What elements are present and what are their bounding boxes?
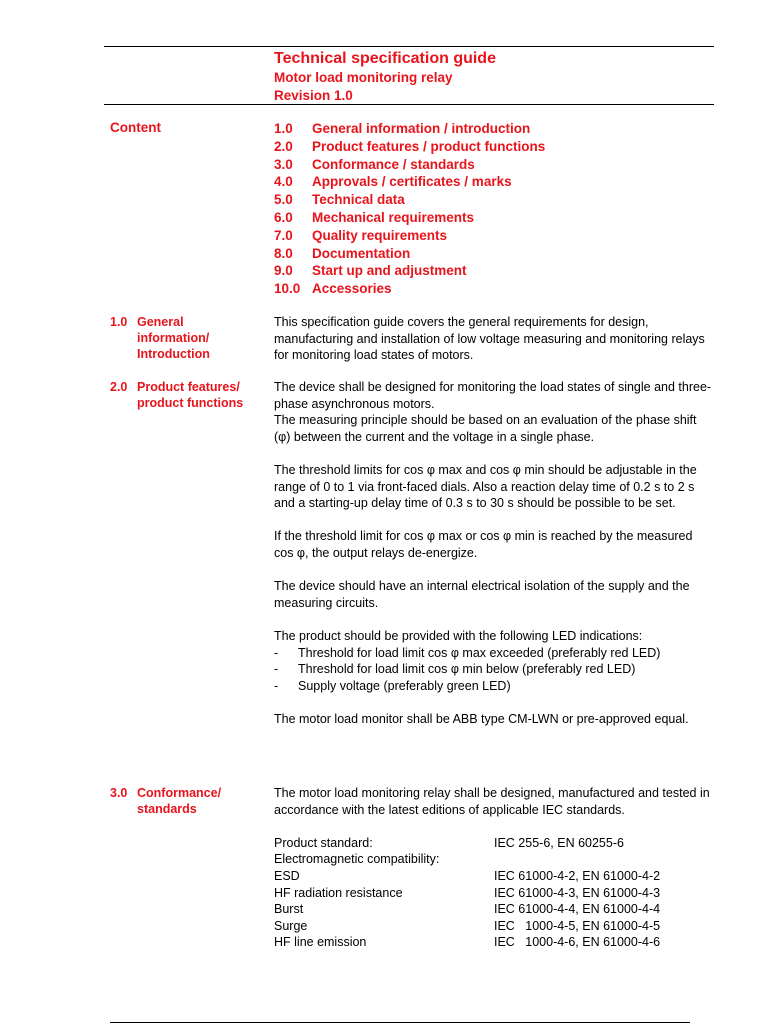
paragraph: The product should be provided with the following LED indications:: [274, 628, 643, 643]
toc-item: 4.0 Approvals / certificates / marks: [274, 174, 512, 190]
paragraph: The device shall be designed for monitoring the load states of single and three-phase asynchronous motors.: [274, 380, 712, 411]
toc-item: 3.0 Conformance / standards: [274, 156, 475, 172]
paragraph: If the threshold limit for cos φ max or cos φ min is reached by the measured cos φ, the output relays de-energize.: [274, 529, 693, 560]
led-indication-list: [274, 645, 714, 695]
toc-item: 10.0 Accessories: [274, 281, 392, 297]
toc-item: 2.0 Product features / product functions: [274, 138, 546, 154]
table-row: Surge IEC 1000-4-5, EN 61000-4-5: [274, 918, 661, 933]
paragraph: The device should have an internal electrical isolation of the supply and the measuring circuits.: [274, 579, 690, 610]
paragraph: This specification guide covers the general requirements for design, manufacturing and installation of low voltage measuring and monitoring relays for monitoring load states of motors.: [274, 315, 705, 363]
list-item: - Threshold for load limit cos φ min below (preferably red LED): [274, 661, 714, 678]
paragraph: The measuring principle should be based on an evaluation of the phase shift (φ) between the current and the voltage in a single phase.: [274, 413, 697, 444]
toc-item: 9.0 Start up and adjustment: [274, 263, 467, 279]
table-row: Electromagnetic compatibility:: [274, 852, 440, 867]
table-row: Burst IEC 61000-4-4, EN 61000-4-4: [274, 902, 661, 917]
paragraph: The motor load monitor shall be ABB type CM-LWN or pre-approved equal.: [274, 711, 689, 726]
document-subtitle: Motor load monitoring relay: [274, 70, 453, 85]
standards-table: [274, 835, 660, 951]
header-block: [274, 49, 496, 105]
toc-item: 1.0 General information / introduction: [274, 121, 531, 136]
list-item: - Threshold for load limit cos φ max exceeded (preferably red LED): [274, 645, 714, 662]
toc-heading: Content: [110, 120, 161, 135]
table-row: HF line emission IEC 1000-4-6, EN 61000-4-6: [274, 935, 661, 950]
table-row: ESD IEC 61000-4-2, EN 61000-4-2: [274, 868, 661, 883]
section-2-label: 2.0 Product features/ product functions: [110, 380, 244, 411]
toc-item: 6.0 Mechanical requirements: [274, 209, 475, 225]
toc-item: 7.0 Quality requirements: [274, 227, 448, 243]
footer-rule: [110, 1022, 690, 1023]
toc-item: 5.0 Technical data: [274, 192, 405, 208]
header-rule: [104, 104, 714, 105]
paragraph: The motor load monitoring relay shall be designed, manufactured and tested in accordance with the latest editions of applicable IEC standards.: [274, 786, 710, 817]
table-row: HF radiation resistance IEC 61000-4-3, EN 61000-4-3: [274, 885, 661, 900]
list-item: - Supply voltage (preferably green LED): [274, 678, 714, 695]
table-of-contents: [274, 120, 545, 298]
section-1-body: [274, 314, 714, 364]
paragraph: The threshold limits for cos φ max and cos φ min should be adjustable in the range of 0 to 1 via front-faced dials. Also a reaction delay time of 0.2 s to 2 s and a starting-up delay time of 0.3 s to 30 s should be possible to be set.: [274, 462, 697, 511]
top-rule: [104, 46, 714, 47]
section-1-label: 1.0 General information/ Introduction: [110, 315, 210, 362]
table-row: Product standard: IEC 255-6, EN 60255-6: [274, 835, 624, 850]
document-revision: Revision 1.0: [274, 88, 353, 103]
section-3-label: 3.0 Conformance/ standards: [110, 786, 222, 817]
document-title: Technical specification guide: [274, 50, 496, 67]
toc-item: 8.0 Documentation: [274, 245, 411, 261]
section-3-body: [274, 785, 714, 951]
section-2-body: [274, 379, 714, 727]
